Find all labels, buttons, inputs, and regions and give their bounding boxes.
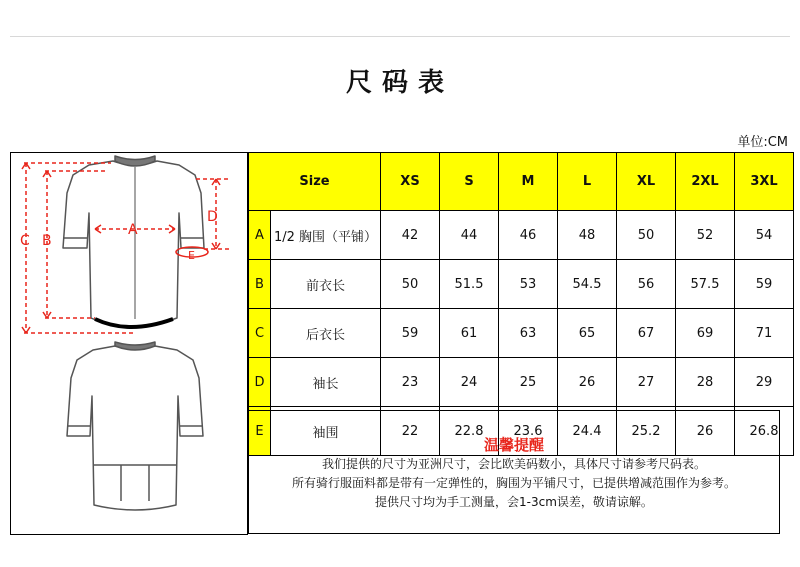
row-name: 后衣长 [271, 309, 381, 358]
table-row [249, 358, 794, 407]
value-cell: 22.8 [440, 407, 499, 456]
value-cell: 28 [676, 358, 735, 407]
value-cell: 61 [440, 309, 499, 358]
value-cell: 42 [381, 211, 440, 260]
value-cell: 26.8 [735, 407, 794, 456]
page-title: 尺码表 [345, 68, 454, 98]
value-cell: 23 [381, 358, 440, 407]
size-header-label: Size [249, 153, 381, 211]
notice-line: 所有骑行服面料都是带有一定弹性的，胸围为平铺尺寸，已提供增减范围作为参考。 [291, 476, 736, 490]
value-cell: 51.5 [440, 260, 499, 309]
jersey-diagram [10, 152, 248, 535]
notice-line: 我们提供的尺寸为亚洲尺寸，会比欧美码数小，具体尺寸请参考尺码表。 [321, 457, 706, 471]
value-cell: 44 [440, 211, 499, 260]
value-cell: 53 [499, 260, 558, 309]
row-letter: C [249, 309, 271, 358]
row-name: 前衣长 [271, 260, 381, 309]
size-header-cell: M [499, 153, 558, 211]
value-cell: 54 [735, 211, 794, 260]
row-letter: B [249, 260, 271, 309]
diagram-label-e: E [188, 249, 195, 262]
diagram-label-c: C [20, 233, 30, 249]
value-cell: 25.2 [617, 407, 676, 456]
value-cell: 29 [735, 358, 794, 407]
top-divider [10, 36, 790, 37]
size-header-cell: 3XL [735, 153, 794, 211]
notice-box [248, 410, 780, 534]
jersey-illustration [11, 153, 247, 534]
value-cell: 52 [676, 211, 735, 260]
diagram-label-a: A [128, 222, 138, 238]
table-row [249, 211, 794, 260]
value-cell: 56 [617, 260, 676, 309]
size-header-cell: S [440, 153, 499, 211]
front-jersey-outline [63, 161, 204, 327]
diagram-label-b: B [42, 233, 52, 249]
table-row [249, 260, 794, 309]
value-cell: 54.5 [558, 260, 617, 309]
value-cell: 48 [558, 211, 617, 260]
value-cell: 59 [381, 309, 440, 358]
size-header-cell: 2XL [676, 153, 735, 211]
value-cell: 65 [558, 309, 617, 358]
value-cell: 46 [499, 211, 558, 260]
value-cell: 27 [617, 358, 676, 407]
notice-title: 温馨提醒 [483, 436, 544, 454]
value-cell: 23.6 [499, 407, 558, 456]
value-cell: 24.4 [558, 407, 617, 456]
value-cell: 25 [499, 358, 558, 407]
diagram-label-d: D [207, 209, 218, 225]
value-cell: 67 [617, 309, 676, 358]
value-cell: 26 [558, 358, 617, 407]
value-cell: 63 [499, 309, 558, 358]
value-cell: 71 [735, 309, 794, 358]
size-header-cell: XS [381, 153, 440, 211]
value-cell: 24 [440, 358, 499, 407]
value-cell: 22 [381, 407, 440, 456]
value-cell: 26 [676, 407, 735, 456]
notice-line: 提供尺寸均为手工测量，会1-3cm误差，敬请谅解。 [375, 495, 653, 509]
row-letter: D [249, 358, 271, 407]
unit-label: 单位:CM [737, 135, 788, 150]
row-name: 1/2 胸围（平铺） [271, 211, 381, 260]
size-header-row [249, 153, 794, 211]
back-jersey-outline [67, 346, 203, 510]
size-header-cell: XL [617, 153, 676, 211]
value-cell: 59 [735, 260, 794, 309]
row-letter: A [249, 211, 271, 260]
row-name: 袖长 [271, 358, 381, 407]
row-name: 袖围 [271, 407, 381, 456]
table-row [249, 309, 794, 358]
value-cell: 69 [676, 309, 735, 358]
size-header-cell: L [558, 153, 617, 211]
value-cell: 50 [617, 211, 676, 260]
value-cell: 50 [381, 260, 440, 309]
row-letter: E [249, 407, 271, 456]
value-cell: 57.5 [676, 260, 735, 309]
